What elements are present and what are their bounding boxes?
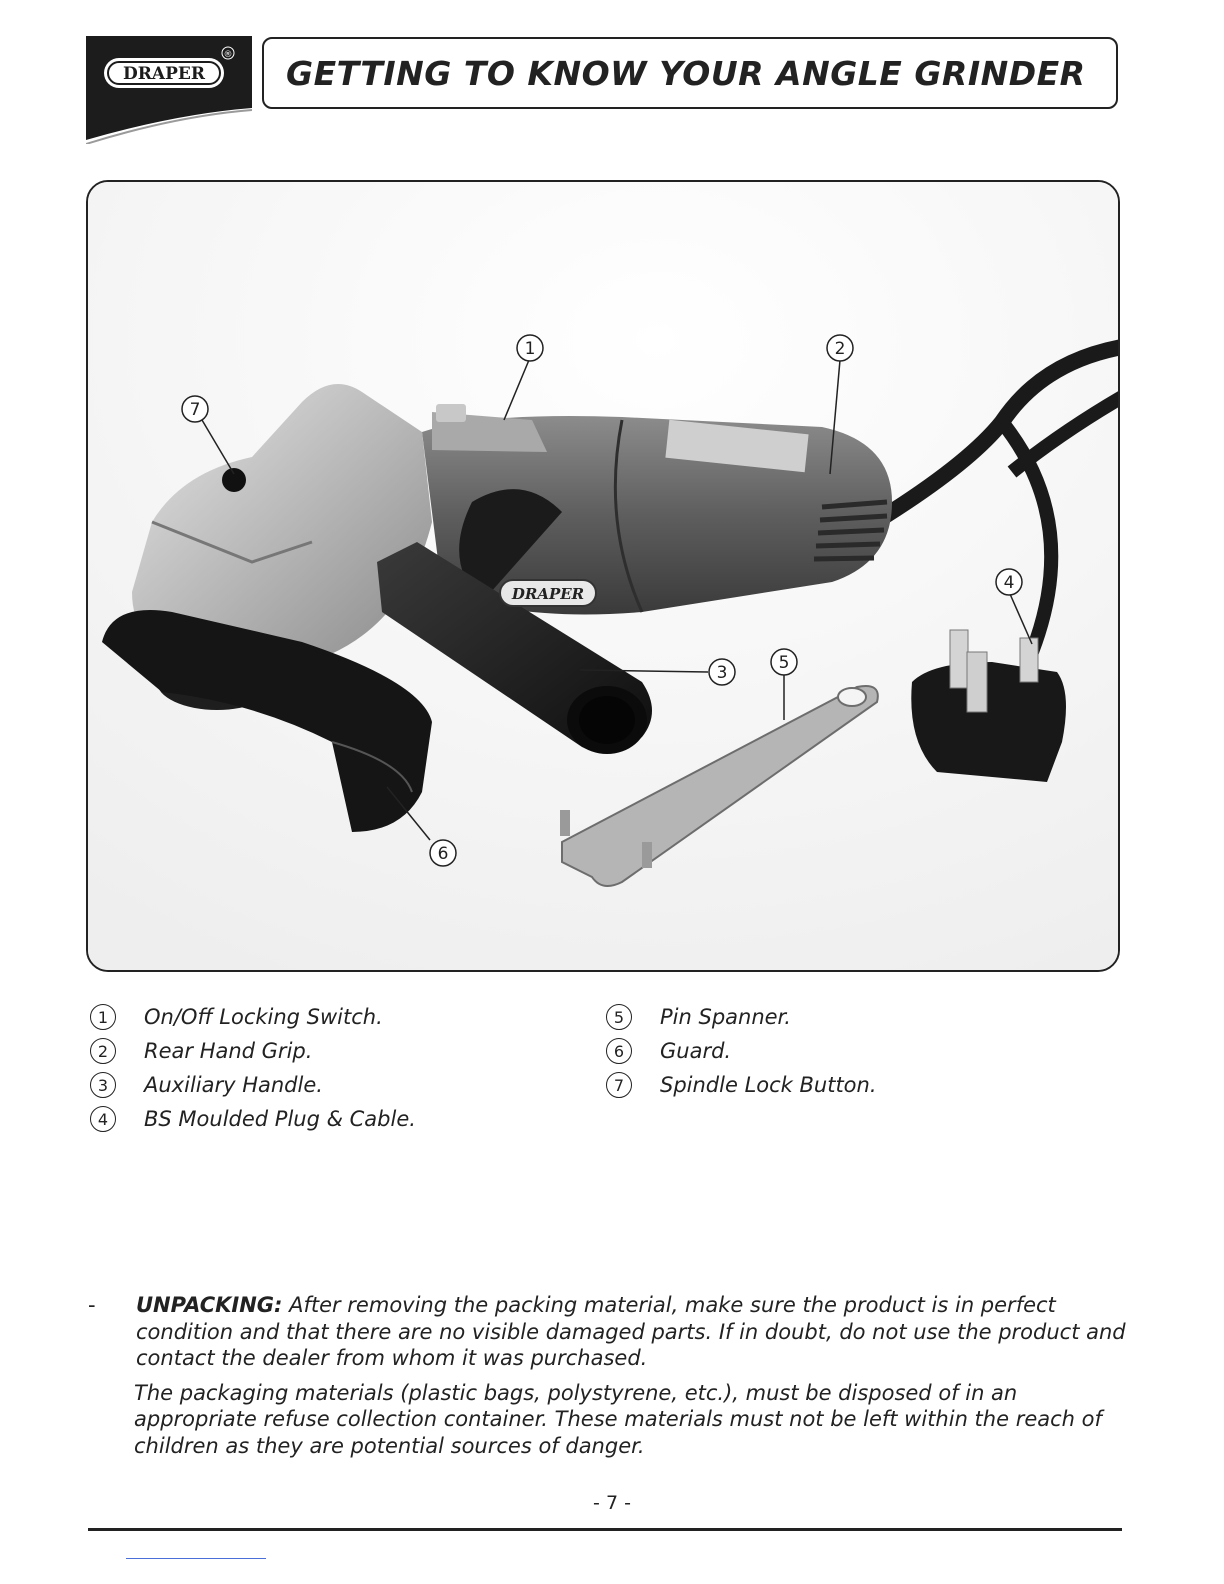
legend-label: On/Off Locking Switch. xyxy=(144,1005,383,1029)
legend-item xyxy=(606,1000,877,1034)
legend-item xyxy=(90,1102,416,1136)
legend-item xyxy=(606,1034,877,1068)
svg-text:7: 7 xyxy=(189,400,201,420)
unpacking-text: After removing the packing material, make sure the product is in perfect condition and that there are no visible damaged parts. If in doubt, do not use the product and contact the dealer from whom it was purchased. xyxy=(136,1293,1126,1370)
legend-number: 3 xyxy=(90,1072,116,1098)
title-box xyxy=(262,37,1118,109)
legend-item xyxy=(90,1000,416,1034)
legend-item xyxy=(606,1068,877,1102)
list-dash: - xyxy=(88,1293,96,1317)
legend-item xyxy=(90,1068,416,1102)
legend-label: Guard. xyxy=(660,1039,732,1063)
callout-3 xyxy=(709,659,735,685)
svg-text:6: 6 xyxy=(437,844,449,864)
footer-rule xyxy=(88,1528,1122,1531)
product-photo-frame xyxy=(86,180,1120,972)
page-number: - 7 - xyxy=(593,1492,631,1514)
legend-label: Auxiliary Handle. xyxy=(144,1073,323,1097)
legend-label: Pin Spanner. xyxy=(660,1005,791,1029)
callout-5 xyxy=(771,649,797,675)
svg-text:DRAPER: DRAPER xyxy=(511,585,585,603)
parts-legend-right xyxy=(606,1000,877,1102)
svg-text:1: 1 xyxy=(524,339,536,359)
footer-link-underline xyxy=(126,1558,266,1559)
callout-4 xyxy=(996,569,1022,595)
packaging-disposal-paragraph: The packaging materials (plastic bags, polystyrene, etc.), must be disposed of in an appropriate refuse collection container. These materials must not be left within the reach of children as they are potential sources of danger. xyxy=(134,1380,1102,1458)
callout-2 xyxy=(827,335,853,361)
unpacking-section xyxy=(88,1292,1128,1459)
angle-grinder-photo xyxy=(88,182,1118,970)
legend-number: 2 xyxy=(90,1038,116,1064)
svg-text:5: 5 xyxy=(778,653,790,673)
unpacking-paragraph xyxy=(88,1292,1128,1372)
legend-number: 7 xyxy=(606,1072,632,1098)
legend-label: BS Moulded Plug & Cable. xyxy=(144,1107,416,1131)
legend-item xyxy=(90,1034,416,1068)
draper-logo xyxy=(86,36,252,144)
unpacking-heading: UNPACKING: xyxy=(136,1293,283,1317)
svg-text:3: 3 xyxy=(716,663,728,683)
svg-text:4: 4 xyxy=(1003,573,1015,593)
legend-number: 4 xyxy=(90,1106,116,1132)
callout-6 xyxy=(430,840,456,866)
legend-label: Rear Hand Grip. xyxy=(144,1039,313,1063)
legend-label: Spindle Lock Button. xyxy=(660,1073,877,1097)
legend-number: 1 xyxy=(90,1004,116,1030)
svg-text:2: 2 xyxy=(834,339,846,359)
logo-wordmark: DRAPER xyxy=(123,64,205,84)
callout-1 xyxy=(517,335,543,361)
parts-legend-left xyxy=(90,1000,416,1136)
registered-mark: ® xyxy=(223,50,233,60)
legend-number: 5 xyxy=(606,1004,632,1030)
legend-number: 6 xyxy=(606,1038,632,1064)
page-title: GETTING TO KNOW YOUR ANGLE GRINDER xyxy=(286,53,1086,93)
callout-7 xyxy=(182,396,208,422)
